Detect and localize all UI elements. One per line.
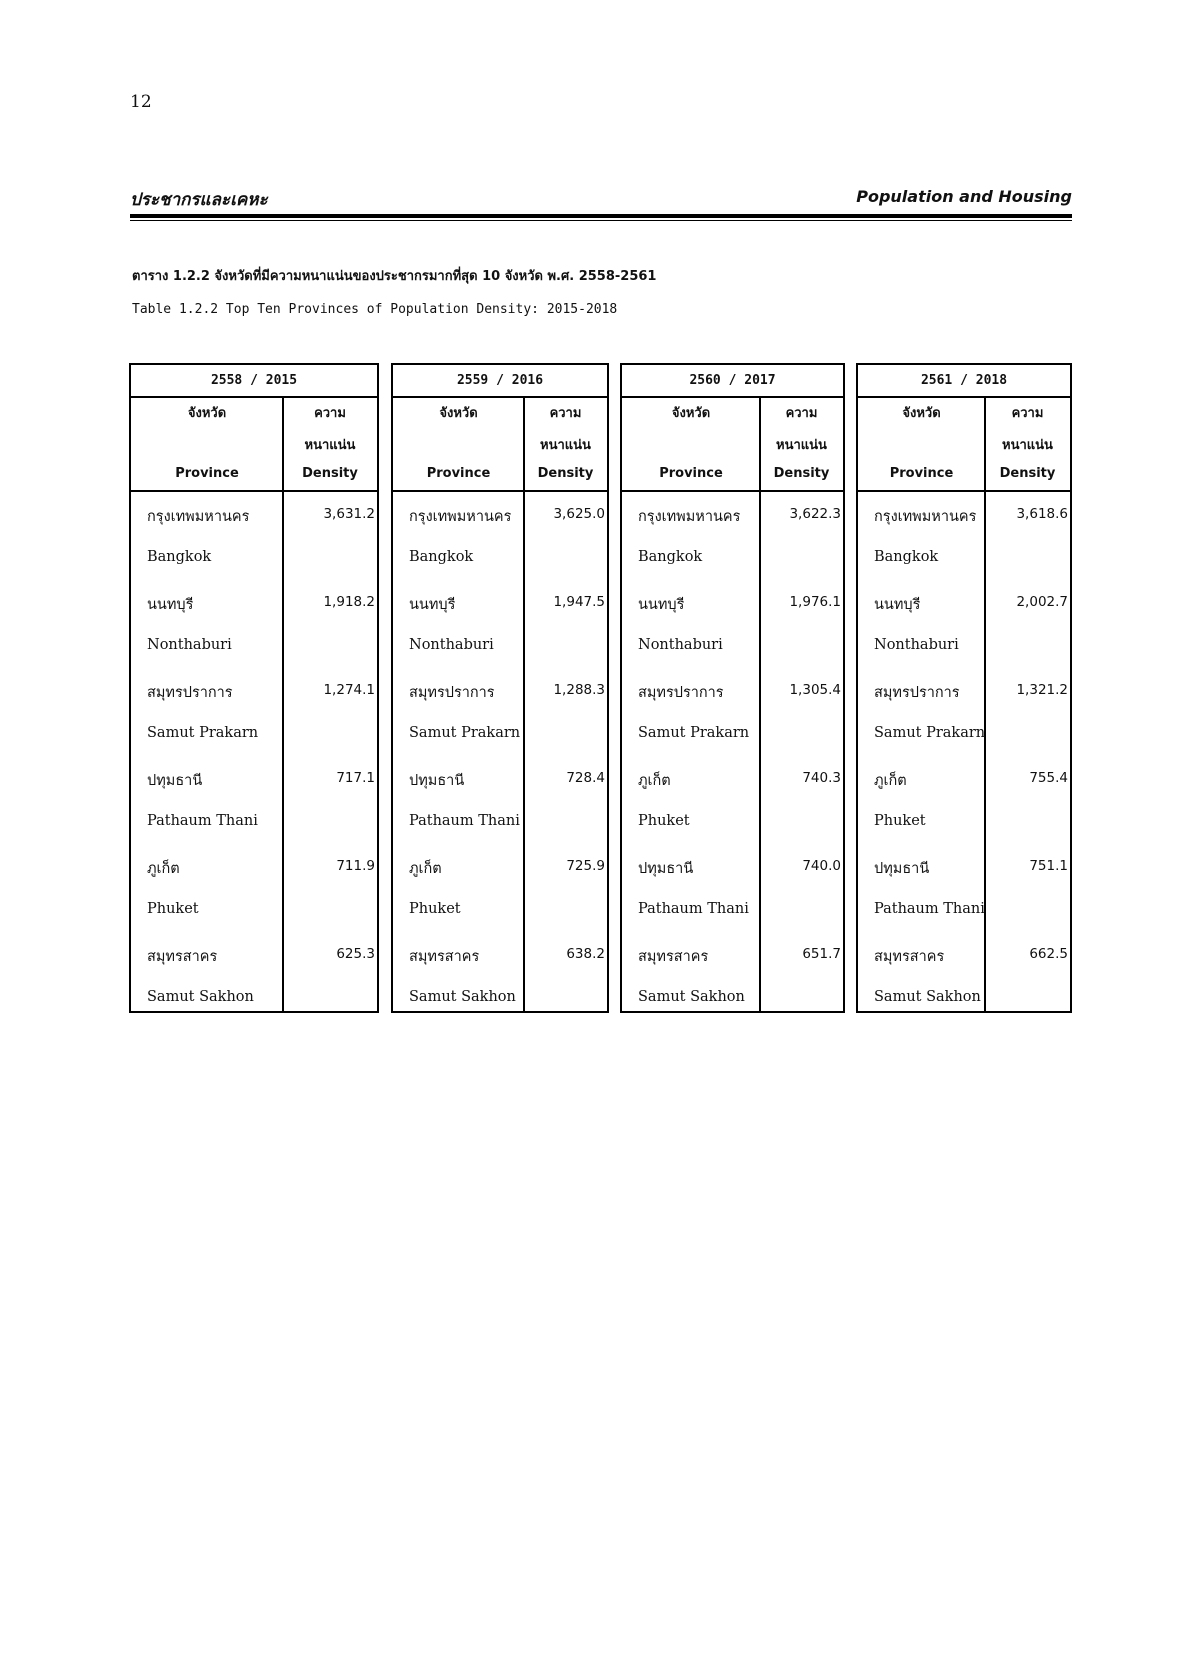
province-name-thai: สมุทรสาคร [147,949,218,965]
province-name-thai: สมุทรปราการ [409,685,495,701]
density-value: 1,274.1 [323,682,375,698]
year-header: 2561 / 2018 [858,365,1070,398]
province-name-english: Samut Prakarn [409,725,521,741]
province-header-thai: จังหวัด [439,406,478,421]
density-value: 740.0 [802,858,841,874]
density-value: 1,976.1 [789,594,841,610]
year-table-0 [129,363,379,1013]
density-value: 740.3 [802,770,841,786]
header-rule-thin [130,220,1072,221]
density-value: 1,288.3 [553,682,605,698]
province-name-english: Bangkok [147,549,212,565]
density-value: 711.9 [336,858,375,874]
province-name-thai: กรุงเทพมหานคร [147,509,250,525]
density-value: 1,918.2 [323,594,375,610]
density-value: 638.2 [566,946,605,962]
density-value: 3,618.6 [1016,506,1068,522]
province-name-english: Phuket [409,901,461,917]
density-header-english: Density [999,466,1056,481]
province-name-english: Phuket [874,813,926,829]
province-name-english: Bangkok [409,549,474,565]
density-header-english: Density [302,466,358,481]
density-value: 2,002.7 [1016,594,1068,610]
province-name-english: Phuket [147,901,199,917]
province-name-english: Pathaum Thani [638,901,749,917]
density-value: 3,622.3 [789,506,841,522]
header-title-english: Population and Housing [856,187,1072,206]
province-name-thai: ภูเก็ต [409,861,442,877]
province-header-english: Province [659,466,723,481]
density-header-thai-1: ความ [1011,406,1044,421]
column-header-row [622,398,843,492]
province-name-english: Samut Prakarn [874,725,986,741]
density-value: 725.9 [566,858,605,874]
density-value: 728.4 [566,770,605,786]
province-name-english: Pathaum Thani [409,813,520,829]
density-value: 755.4 [1029,770,1068,786]
table-caption-english: Table 1.2.2 Top Ten Provinces of Population Density: 2015-2018 [132,302,618,317]
province-name-english: Samut Sakhon [874,989,981,1005]
province-header-thai: จังหวัด [187,406,227,421]
density-value: 651.7 [802,946,841,962]
column-header-row [858,398,1070,492]
header-title-thai: ประชากรและเคหะ [130,190,268,210]
province-name-thai: สมุทรสาคร [409,949,480,965]
province-name-thai: ปทุมธานี [147,773,203,789]
column-divider [282,396,284,1011]
density-value: 1,321.2 [1016,682,1068,698]
column-header-row [393,398,607,492]
density-value: 662.5 [1029,946,1068,962]
province-name-english: Samut Sakhon [409,989,516,1005]
density-value: 717.1 [336,770,375,786]
header-rule-thick [130,214,1072,218]
province-header-thai: จังหวัด [902,406,941,421]
year-header: 2559 / 2016 [393,365,607,398]
table-caption-thai: ตาราง 1.2.2 จังหวัดที่มีความหนาแน่นของประชากรมากที่สุด 10 จังหวัด พ.ศ. 2558-2561 [132,269,657,284]
province-header-thai: จังหวัด [671,406,711,421]
province-name-thai: สมุทรปราการ [147,685,233,701]
province-name-thai: นนทบุรี [409,597,456,613]
province-name-thai: กรุงเทพมหานคร [874,509,977,525]
province-name-thai: ปทุมธานี [409,773,465,789]
province-name-thai: นนทบุรี [874,597,921,613]
province-header-english: Province [426,466,491,481]
year-table-3 [856,363,1072,1013]
year-header: 2560 / 2017 [622,365,843,398]
province-header-english: Province [889,466,954,481]
province-name-thai: สมุทรปราการ [638,685,724,701]
year-table-1 [391,363,609,1013]
province-name-thai: ภูเก็ต [147,861,180,877]
density-value: 1,305.4 [789,682,841,698]
year-table-2 [620,363,845,1013]
province-name-english: Samut Prakarn [147,725,259,741]
density-header-thai-2: หนาแน่น [776,438,827,453]
province-name-thai: สมุทรสาคร [874,949,945,965]
province-name-thai: ภูเก็ต [874,773,907,789]
province-name-thai: ปทุมธานี [874,861,930,877]
province-name-thai: ภูเก็ต [638,773,671,789]
province-name-thai: กรุงเทพมหานคร [409,509,512,525]
density-header-thai-2: หนาแน่น [1002,438,1053,453]
province-name-thai: นนทบุรี [638,597,685,613]
density-value: 3,631.2 [323,506,375,522]
year-header: 2558 / 2015 [131,365,377,398]
province-name-english: Samut Sakhon [638,989,745,1005]
density-header-thai-1: ความ [785,406,818,421]
province-name-english: Samut Sakhon [147,989,254,1005]
density-value: 751.1 [1029,858,1068,874]
density-header-thai-2: หนาแน่น [540,438,591,453]
province-name-thai: ปทุมธานี [638,861,694,877]
province-name-english: Samut Prakarn [638,725,750,741]
province-header-english: Province [175,466,239,481]
density-header-thai-1: ความ [549,406,582,421]
province-name-english: Nonthaburi [409,637,494,653]
column-divider [759,396,761,1011]
density-value: 625.3 [336,946,375,962]
density-header-english: Density [773,466,830,481]
province-name-thai: สมุทรสาคร [638,949,709,965]
column-header-row [131,398,377,492]
province-name-thai: นนทบุรี [147,597,194,613]
density-header-thai-2: หนาแน่น [304,438,356,453]
province-name-english: Nonthaburi [874,637,959,653]
province-name-english: Pathaum Thani [874,901,985,917]
column-divider [984,396,986,1011]
density-value: 1,947.5 [553,594,605,610]
density-header-english: Density [537,466,594,481]
province-name-thai: กรุงเทพมหานคร [638,509,741,525]
province-name-english: Pathaum Thani [147,813,258,829]
province-name-thai: สมุทรปราการ [874,685,960,701]
province-name-english: Bangkok [874,549,939,565]
province-name-english: Nonthaburi [638,637,723,653]
province-name-english: Nonthaburi [147,637,232,653]
province-name-english: Phuket [638,813,690,829]
density-value: 3,625.0 [553,506,605,522]
province-name-english: Bangkok [638,549,703,565]
column-divider [523,396,525,1011]
page-number: 12 [130,92,152,112]
density-header-thai-1: ความ [314,406,346,421]
